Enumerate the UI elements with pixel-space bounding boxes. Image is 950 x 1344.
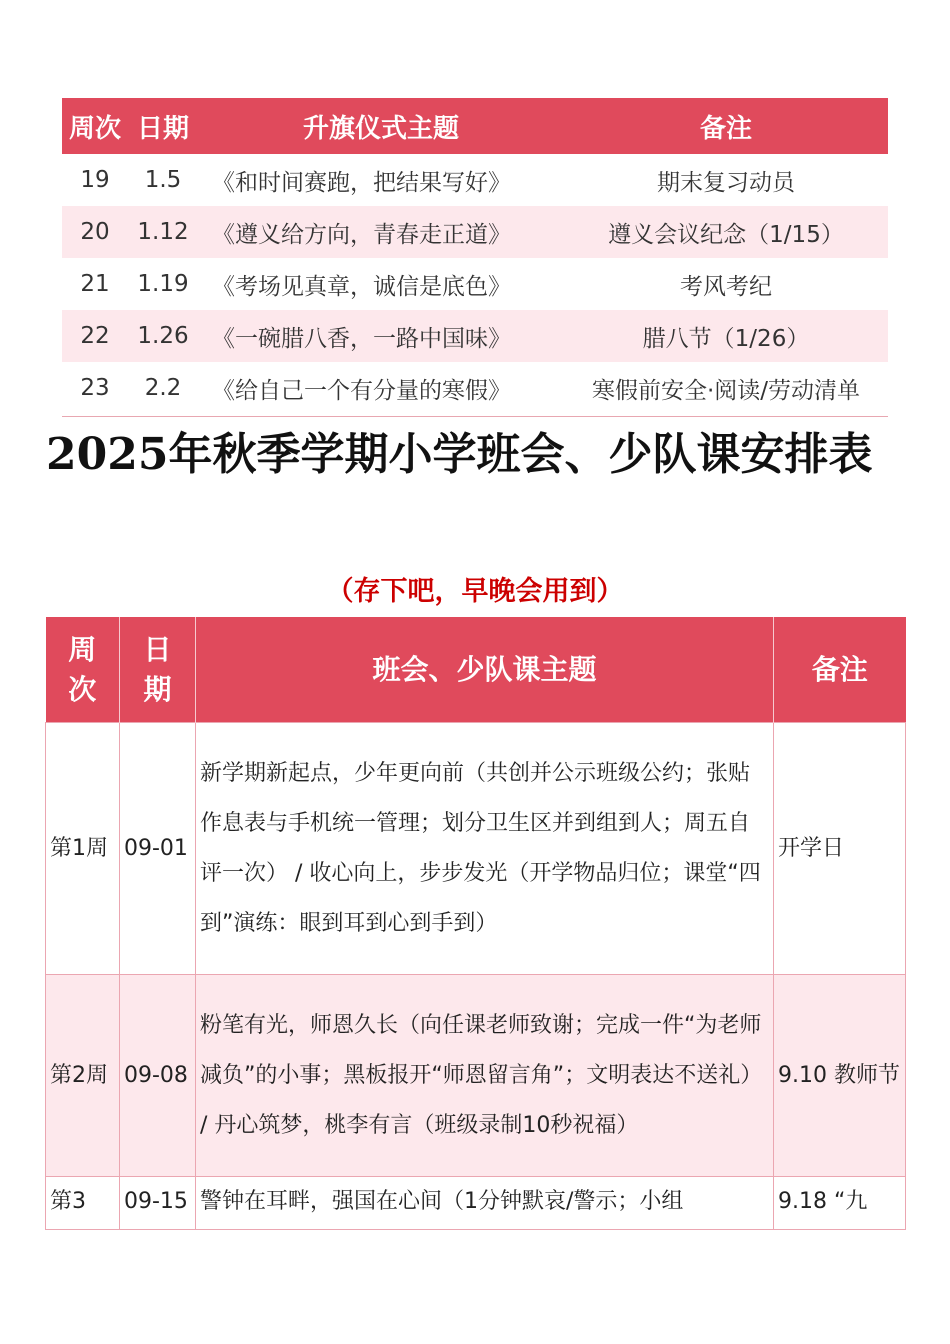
flag-table-header-row	[62, 98, 888, 154]
header-date: 日期	[128, 98, 198, 154]
date-cell: 1.12	[128, 206, 198, 258]
table-bottom-divider	[62, 416, 888, 417]
page-subtitle: （存下吧，早晚会用到）	[326, 576, 624, 607]
page-title: 2025年秋季学期小学班会、少队课安排表	[46, 429, 873, 480]
table-row	[46, 723, 906, 975]
note-cell: 9.18 “九	[774, 1177, 906, 1230]
table-row	[62, 310, 888, 362]
theme-cell: 《考场见真章，诚信是底色》	[212, 273, 511, 300]
week-cell: 22	[62, 310, 128, 362]
note-cell: 腊八节（1/26）	[564, 310, 888, 362]
week-cell: 21	[80, 271, 110, 297]
note-cell: 期末复习动员	[657, 169, 795, 196]
header-theme: 升旗仪式主题	[198, 98, 564, 154]
flag-ceremony-table	[62, 98, 888, 414]
header-date: 日期	[120, 617, 196, 723]
week-cell: 20	[62, 206, 128, 258]
date-cell: 1.19	[137, 271, 189, 297]
date-cell: 09-01	[120, 723, 196, 975]
week-cell: 19	[80, 167, 110, 193]
theme-cell: 《和时间赛跑，把结果写好》	[212, 169, 511, 196]
theme-cell: 《给自己一个有分量的寒假》	[212, 377, 511, 404]
date-cell: 2.2	[144, 375, 182, 401]
table-row	[62, 258, 888, 310]
header-note: 备注	[774, 617, 906, 723]
header-note: 备注	[564, 98, 888, 154]
week-cell: 第3	[46, 1177, 120, 1230]
date-cell: 09-08	[120, 975, 196, 1177]
topic-cell: 粉笔有光，师恩久长（向任课老师致谢；完成一件“为老师减负”的小事；黑板报开“师恩留言角”；文明表达不送礼） / 丹心筑梦，桃李有言（班级录制10秒祝福）	[196, 975, 774, 1177]
theme-cell: 《遵义给方向，青春走正道》	[198, 206, 564, 258]
topic-cell: 警钟在耳畔，强国在心间（1分钟默哀/警示；小组	[196, 1177, 774, 1230]
class-table-header-row	[46, 617, 906, 723]
date-cell: 09-15	[120, 1177, 196, 1230]
week-cell: 23	[80, 375, 110, 401]
date-cell: 1.5	[144, 167, 182, 193]
note-cell: 9.10 教师节	[774, 975, 906, 1177]
week-cell: 第2周	[46, 975, 120, 1177]
table-row	[62, 206, 888, 258]
table-row	[46, 975, 906, 1177]
header-topic: 班会、少队课主题	[196, 617, 774, 723]
class-meeting-table	[45, 617, 906, 1230]
note-cell: 开学日	[774, 723, 906, 975]
note-cell: 考风考纪	[680, 273, 772, 300]
note-cell: 寒假前安全·阅读/劳动清单	[591, 377, 861, 404]
theme-cell: 《一碗腊八香，一路中国味》	[198, 310, 564, 362]
table-row	[62, 362, 888, 414]
header-week: 周次	[46, 617, 120, 723]
header-week: 周次	[62, 98, 128, 154]
table-row	[62, 154, 888, 206]
note-cell: 遵义会议纪念（1/15）	[564, 206, 888, 258]
topic-cell: 新学期新起点，少年更向前（共创并公示班级公约；张贴作息表与手机统一管理；划分卫生区并到组到人；周五自评一次） / 收心向上，步步发光（开学物品归位；课堂“四到”演练：眼到耳到心到手到）	[196, 723, 774, 975]
table-row	[46, 1177, 906, 1230]
week-cell: 第1周	[46, 723, 120, 975]
date-cell: 1.26	[128, 310, 198, 362]
